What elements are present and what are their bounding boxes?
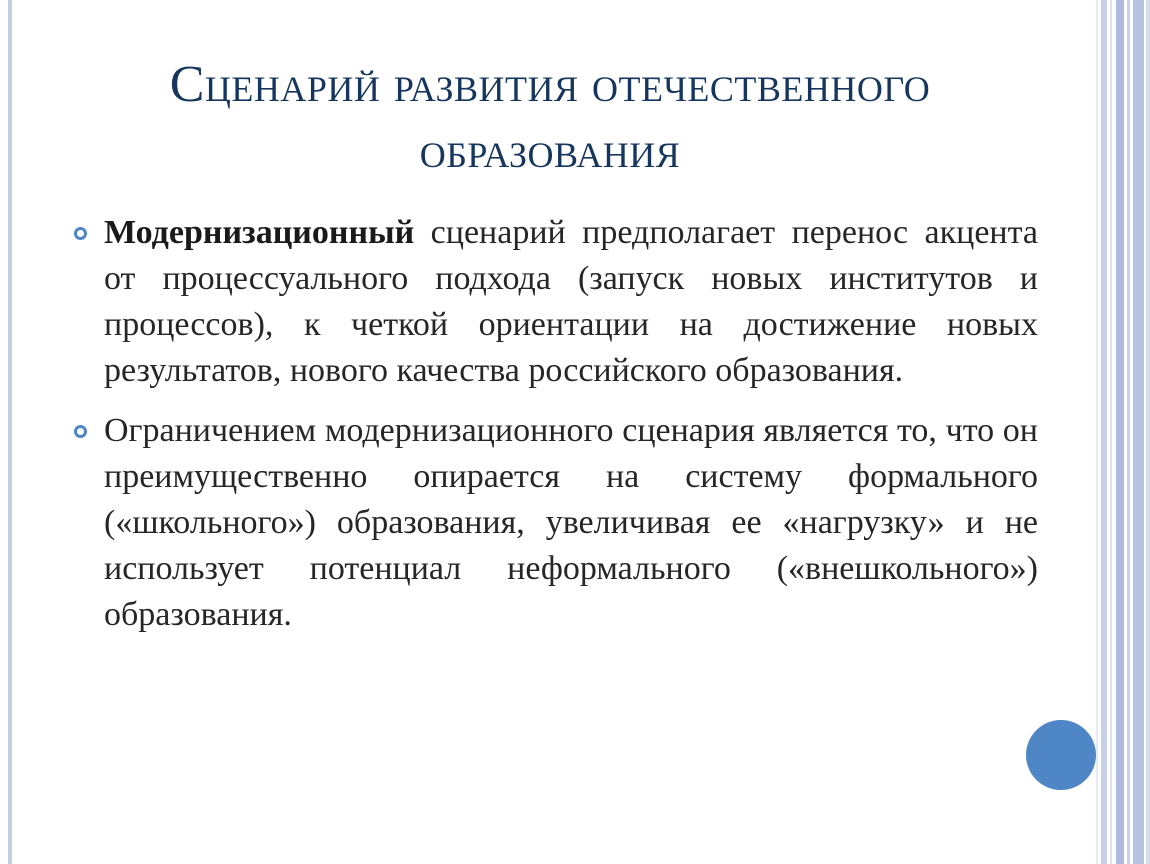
bullet-text: Ограничением модернизационного сценария является то, что он преимущественно опирается на систему формального («школьного») образования, увеличивая ее «нагрузку» и не использует потенциал неформального («внешкольного») образования. <box>104 412 1038 633</box>
slide-title: Сценарий развития отечественного образования <box>169 56 931 179</box>
decorative-stripe <box>1096 0 1098 864</box>
decorative-circle <box>1026 720 1096 790</box>
decorative-stripe <box>1116 0 1124 864</box>
decorative-stripe <box>1133 0 1144 864</box>
decorative-stripe <box>1127 0 1130 864</box>
bullet-icon <box>74 425 87 438</box>
bullet-icon <box>74 227 87 240</box>
decorative-stripe <box>1110 0 1112 864</box>
bullet-item <box>104 408 1038 638</box>
bullet-bold-term: Модернизационный <box>104 214 415 251</box>
bullet-text: сценарий предполагает перенос акцента от процессуального подхода (запуск новых институтов и процессов), к четкой ориентации на достижение новых результатов, нового качества российского образования. <box>104 214 1038 389</box>
left-border <box>8 0 12 864</box>
bullet-item <box>104 210 1038 394</box>
decorative-stripe <box>1101 0 1107 864</box>
decorative-stripe <box>1146 0 1150 864</box>
slide-body <box>104 210 1038 652</box>
